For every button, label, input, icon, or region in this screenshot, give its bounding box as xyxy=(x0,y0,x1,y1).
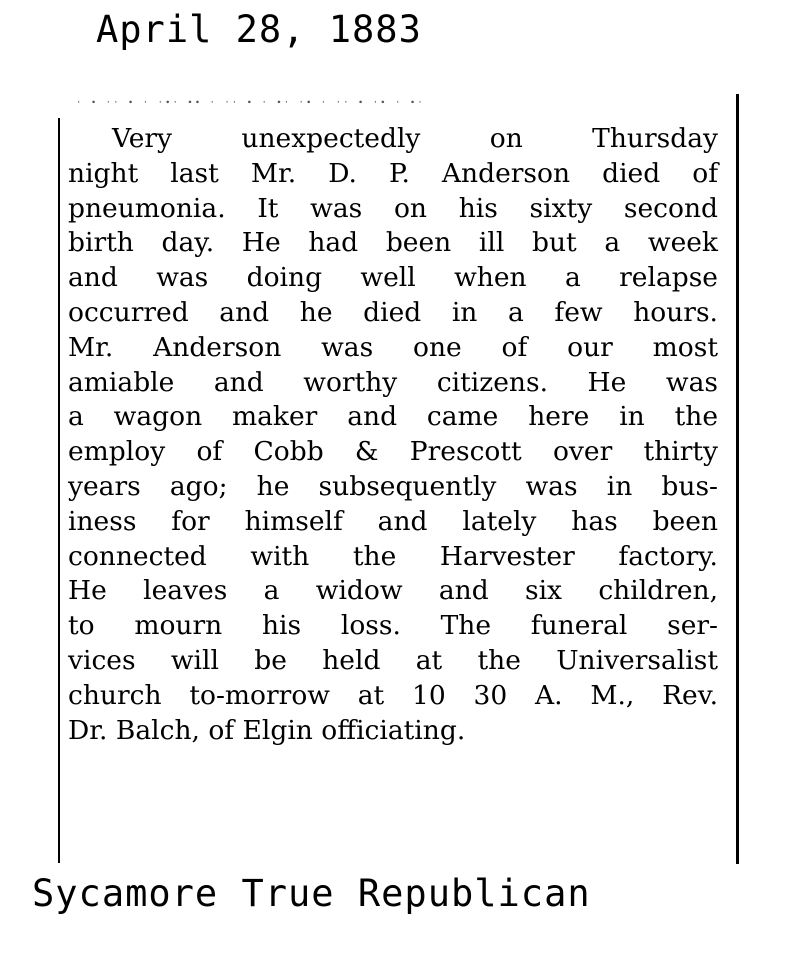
article-line: church to-morrow at 10 30 A. M., Rev. xyxy=(68,679,718,711)
article-line: a wagon maker and came here in the xyxy=(68,401,718,433)
newspaper-source: Sycamore True Republican xyxy=(32,872,591,915)
obituary-article xyxy=(68,122,718,748)
article-line: Dr. Balch, of Elgin officiating. xyxy=(68,714,466,746)
article-line: years ago; he subsequently was in bus- xyxy=(68,470,718,502)
article-line: pneumonia. It was on his sixty second xyxy=(68,192,718,224)
article-line: amiable and worthy citizens. He was xyxy=(68,366,718,398)
article-line: Mr. Anderson was one of our most xyxy=(68,331,718,363)
article-line: He leaves a widow and six children, xyxy=(68,575,718,607)
article-line: night last Mr. D. P. Anderson died of xyxy=(68,157,718,189)
clipping-date: April 28, 1883 xyxy=(96,8,422,51)
column-rule-left xyxy=(58,118,60,863)
article-line: employ of Cobb & Prescott over thirty xyxy=(68,436,718,468)
newspaper-clipping xyxy=(46,88,743,868)
article-line: vices will be held at the Universalist xyxy=(68,644,718,676)
article-line: to mourn his loss. The funeral ser- xyxy=(68,610,718,642)
print-noise-row: · ∙ ·· ∙ · ·∙· ∙∙ · ·· ∙ · ∙· ·∙ · ·· ∙ ·∙ · ∙· xyxy=(76,98,425,108)
article-line: iness for himself and lately has been xyxy=(68,505,718,537)
article-line: birth day. He had been ill but a week xyxy=(68,227,718,259)
article-line: connected with the Harvester factory. xyxy=(68,540,718,572)
article-line: and was doing well when a relapse xyxy=(68,262,718,294)
article-line: Very unexpectedly on Thursday xyxy=(112,123,718,154)
article-line: occurred and he died in a few hours. xyxy=(68,296,718,328)
column-rule-right xyxy=(736,94,739,864)
